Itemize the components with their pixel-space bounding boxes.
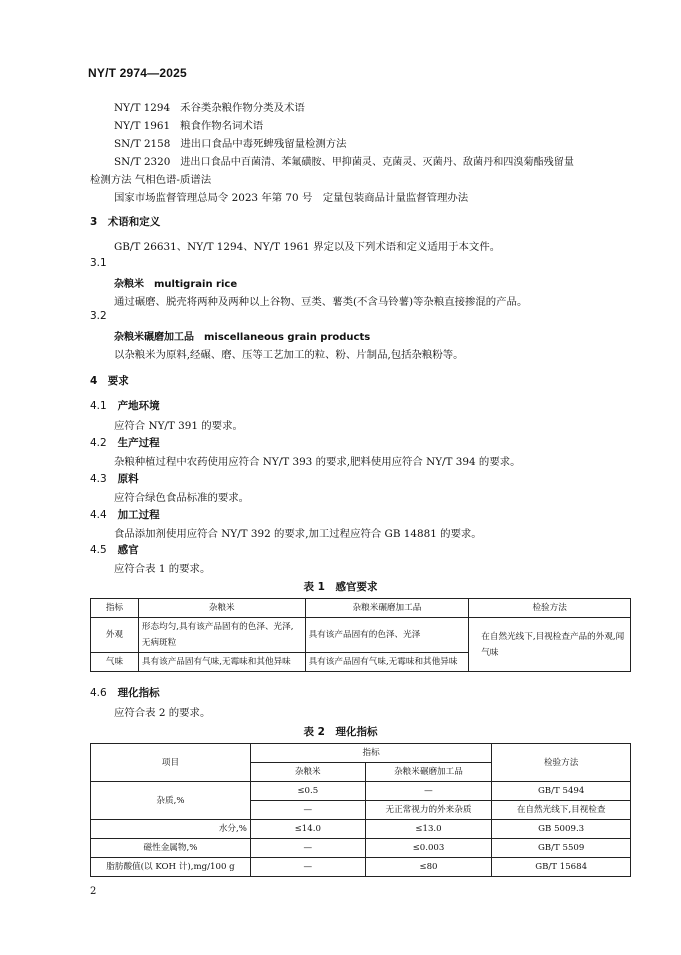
paragraph: 应符合表 1 的要求。 — [114, 563, 211, 575]
paragraph: 食品添加剂使用应符合 NY/T 392 的要求,加工过程应符合 GB 14881 的要求。 — [114, 528, 482, 540]
standard-number: NY/T 2974—2025 — [88, 66, 187, 80]
reference-item — [114, 153, 574, 172]
physicochemical-table — [90, 743, 631, 877]
table-header-row — [91, 599, 631, 618]
table-cell: 在自然光线下,目视检查 — [492, 801, 631, 820]
table-header-cell: 检验方法 — [492, 744, 631, 782]
term-definition: 以杂粮米为原料,经碾、磨、压等工艺加工的粒、粉、片制品,包括杂粮粉等。 — [114, 349, 464, 361]
subsection-heading — [90, 471, 139, 486]
paragraph: 应符合绿色食品标准的要求。 — [114, 492, 250, 504]
table-cell: — — [250, 858, 365, 877]
table-header-cell: 项目 — [91, 744, 251, 782]
table-row — [91, 782, 631, 801]
reference-item — [114, 117, 263, 135]
table-cell: — — [250, 801, 365, 820]
subsection-title: 理化指标 — [117, 687, 160, 699]
table-cell: — — [365, 782, 492, 801]
table-header-cell: 杂粮米碾磨加工品 — [365, 763, 492, 782]
table-row — [91, 820, 631, 839]
term-number: 3.1 — [90, 257, 107, 269]
page-number: 2 — [90, 886, 97, 897]
subsection-heading — [90, 542, 139, 557]
table-cell: GB/T 5509 — [492, 839, 631, 858]
table-cell: GB 5009.3 — [492, 820, 631, 839]
table-caption: 表 1 感官要求 — [303, 581, 378, 593]
subsection-heading — [90, 398, 160, 413]
subsection-title: 产地环境 — [117, 400, 160, 412]
subsection-number: 4.2 — [90, 437, 107, 449]
subsection-heading — [90, 685, 160, 700]
table-header-cell: 检验方法 — [469, 599, 631, 618]
table-cell: 磁性金属物,% — [91, 839, 251, 858]
table-cell: ≤80 — [365, 858, 492, 877]
table-cell: ≤0.5 — [250, 782, 365, 801]
term-definition: 通过碾磨、脱壳将两种及两种以上谷物、豆类、薯类(不含马铃薯)等杂粮直接掺混的产品。 — [114, 296, 528, 308]
term-title: 杂粮米碾磨加工品 miscellaneous grain products — [114, 332, 371, 343]
table-cell: 杂质,% — [91, 782, 251, 820]
paragraph: GB/T 26631、NY/T 1294、NY/T 1961 界定以及下列术语和定义适用于本文件。 — [114, 241, 501, 253]
table-header-cell: 杂粮米碾磨加工品 — [305, 599, 469, 618]
subsection-title: 加工过程 — [117, 509, 160, 521]
reference-code: NY/T 1961 — [114, 120, 171, 132]
subsection-heading — [90, 507, 160, 522]
table-cell: ≤14.0 — [250, 820, 365, 839]
table-header-cell: 指标 — [91, 599, 139, 618]
table-cell: 具有该产品固有气味,无霉味和其他异味 — [305, 653, 469, 672]
reference-code: SN/T 2158 — [114, 138, 171, 150]
section-heading: 3 术语和定义 — [90, 216, 161, 228]
term-number: 3.2 — [90, 310, 107, 322]
table-row — [91, 618, 631, 653]
term-title: 杂粮米 multigrain rice — [114, 279, 238, 290]
paragraph: 杂粮种植过程中农药使用应符合 NY/T 393 的要求,肥料使用应符合 NY/T 394 的要求。 — [114, 456, 521, 468]
table-cell: 具有该产品固有的色泽、光泽 — [305, 618, 469, 653]
table-cell: GB/T 5494 — [492, 782, 631, 801]
table-cell: ≤0.003 — [365, 839, 492, 858]
section-heading: 4 要求 — [90, 375, 129, 387]
table-row — [91, 858, 631, 877]
subsection-title: 原料 — [117, 473, 139, 485]
table-caption: 表 2 理化指标 — [303, 726, 378, 738]
table-cell: 具有该产品固有气味,无霉味和其他异味 — [138, 653, 305, 672]
reference-code: NY/T 1294 — [114, 102, 171, 114]
table-row — [91, 839, 631, 858]
table-cell: 脂肪酸值(以 KOH 计),mg/100 g — [91, 858, 251, 877]
table-header-cell: 杂粮米 — [138, 599, 305, 618]
reference-title: 禾谷类杂粮作物分类及术语 — [180, 102, 305, 114]
table-header-cell: 杂粮米 — [250, 763, 365, 782]
paragraph: 应符合表 2 的要求。 — [114, 707, 211, 719]
subsection-heading — [90, 435, 160, 450]
reference-item — [114, 135, 347, 153]
reference-title: 进出口食品中百菌清、苯氟磺胺、甲抑菌灵、克菌灵、灭菌丹、敌菌丹和四溴菊酯残留量 — [180, 157, 574, 168]
table-header-row — [91, 744, 631, 763]
subsection-number: 4.6 — [90, 687, 107, 699]
reference-code: SN/T 2320 — [114, 156, 171, 168]
table-cell: 气味 — [91, 653, 139, 672]
sensory-table — [90, 598, 631, 672]
reference-item: 国家市场监督管理总局令 2023 年第 70 号 定量包装商品计量监督管理办法 — [114, 192, 469, 204]
subsection-number: 4.1 — [90, 400, 107, 412]
table-cell: 水分,% — [91, 820, 251, 839]
table-cell: GB/T 15684 — [492, 858, 631, 877]
reference-item — [114, 99, 305, 117]
subsection-title: 感官 — [117, 544, 139, 556]
table-cell: 在自然光线下,目视检查产品的外观,闻气味 — [469, 618, 631, 672]
table-cell: 无正常视力的外来杂质 — [365, 801, 492, 820]
reference-title: 粮食作物名词术语 — [180, 120, 264, 132]
subsection-title: 生产过程 — [117, 437, 160, 449]
reference-title: 进出口食品中毒死蜱残留量检测方法 — [180, 138, 347, 150]
subsection-number: 4.4 — [90, 509, 107, 521]
reference-title-continuation: 检测方法 气相色谱-质谱法 — [90, 174, 212, 186]
table-header-cell: 指标 — [250, 744, 491, 763]
table-cell: 外观 — [91, 618, 139, 653]
paragraph: 应符合 NY/T 391 的要求。 — [114, 420, 243, 432]
table-cell: 形态均匀,具有该产品固有的色泽、光泽,无病斑粒 — [138, 618, 305, 653]
table-cell: — — [250, 839, 365, 858]
subsection-number: 4.3 — [90, 473, 107, 485]
subsection-number: 4.5 — [90, 544, 107, 556]
table-cell: ≤13.0 — [365, 820, 492, 839]
